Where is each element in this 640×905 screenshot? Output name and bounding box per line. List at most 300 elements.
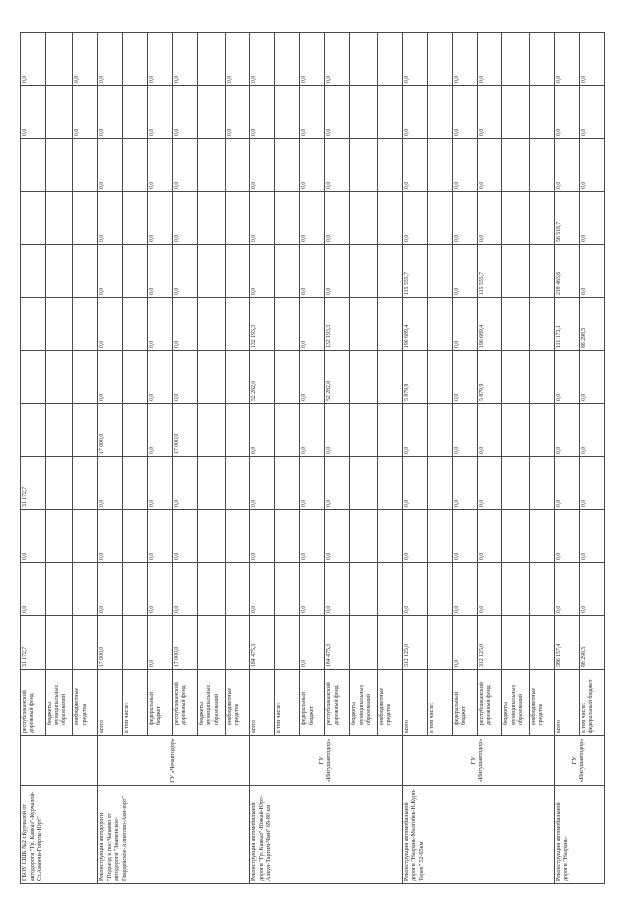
amount-cell <box>502 563 529 616</box>
amount-cell: 0,0 <box>452 457 477 510</box>
amount-cell <box>275 33 300 86</box>
amount-cell <box>350 245 377 298</box>
amount-cell: 0,0 <box>579 457 604 510</box>
funding-source-label: бюджеты муниципальных образований <box>350 670 377 736</box>
amount-cell <box>45 192 72 245</box>
amount-cell <box>198 616 225 670</box>
amount-cell <box>45 404 72 457</box>
amount-cell <box>427 245 452 298</box>
amount-cell: 0,0 <box>477 139 502 192</box>
amount-cell: 0,0 <box>250 86 275 139</box>
amount-cell <box>350 616 377 670</box>
amount-cell: 0,0 <box>148 192 173 245</box>
amount-cell: 0,0 <box>300 563 325 616</box>
funding-source-label: федеральный бюджет <box>300 670 325 736</box>
amount-cell <box>350 510 377 563</box>
amount-cell: 0,0 <box>148 139 173 192</box>
amount-cell <box>73 404 98 457</box>
amount-cell <box>21 351 46 404</box>
amount-cell: 0,0 <box>325 33 350 86</box>
amount-cell <box>427 192 452 245</box>
amount-cell: 0,0 <box>325 510 350 563</box>
amount-cell <box>45 86 72 139</box>
funding-source-label: бюджеты муниципальных образований <box>502 670 529 736</box>
amount-cell <box>350 86 377 139</box>
amount-cell: 0,0 <box>300 404 325 457</box>
amount-cell: 132 193,3 <box>325 298 350 351</box>
amount-cell <box>198 510 225 563</box>
amount-cell <box>73 192 98 245</box>
amount-cell <box>529 33 554 86</box>
amount-cell <box>529 298 554 351</box>
amount-cell: 190 689,4 <box>402 298 427 351</box>
amount-cell: 0,0 <box>21 510 46 563</box>
amount-cell: 0,0 <box>477 404 502 457</box>
amount-cell: 0,0 <box>98 139 123 192</box>
amount-cell: 5 879,9 <box>402 351 427 404</box>
funding-source-label: республиканский дорожный фонд <box>325 670 350 736</box>
amount-cell: 0,0 <box>325 245 350 298</box>
amount-cell: 0,0 <box>579 351 604 404</box>
amount-cell <box>45 563 72 616</box>
amount-cell <box>350 33 377 86</box>
amount-cell: 0,0 <box>73 33 98 86</box>
amount-cell: 0,0 <box>554 563 579 616</box>
amount-cell <box>225 563 250 616</box>
amount-cell: 115 555,7 <box>477 245 502 298</box>
project-name-cell: Реконструкция автомобильной дороги "Назрань- <box>554 786 604 884</box>
amount-cell <box>225 351 250 404</box>
amount-cell: 0,0 <box>98 510 123 563</box>
amount-cell: 0,0 <box>173 245 198 298</box>
amount-cell: 0,0 <box>477 86 502 139</box>
amount-cell <box>275 616 300 670</box>
amount-cell: 132 193,3 <box>250 298 275 351</box>
amount-cell <box>45 510 72 563</box>
amount-cell: 0,0 <box>173 351 198 404</box>
amount-cell: 0,0 <box>148 245 173 298</box>
executor-cell: ГУ «Чечавтодор» <box>98 736 250 786</box>
amount-cell: 0,0 <box>402 33 427 86</box>
funding-source-label: всего <box>98 670 123 736</box>
table-row <box>554 33 579 884</box>
amount-cell: 0,0 <box>148 404 173 457</box>
amount-cell: 0,0 <box>579 245 604 298</box>
amount-cell: 0,0 <box>148 298 173 351</box>
amount-cell <box>123 510 148 563</box>
amount-cell <box>123 404 148 457</box>
project-name-cell: Реконструкция автомобильной дороги "Назрань-Малгобек-Н.Курп-Терек" 52-65км <box>402 786 554 884</box>
amount-cell <box>225 139 250 192</box>
funding-source-label: в том числе: <box>123 670 148 736</box>
amount-cell <box>529 404 554 457</box>
amount-cell <box>275 139 300 192</box>
amount-cell: 17 000,0 <box>98 404 123 457</box>
amount-cell <box>350 298 377 351</box>
amount-cell <box>275 457 300 510</box>
amount-cell: 0,0 <box>250 510 275 563</box>
funding-source-label: бюджеты муниципальных образований <box>45 670 72 736</box>
amount-cell <box>198 192 225 245</box>
amount-cell: 0,0 <box>148 616 173 670</box>
amount-cell <box>45 245 72 298</box>
amount-cell <box>529 139 554 192</box>
amount-cell: 0,0 <box>477 457 502 510</box>
amount-cell <box>427 404 452 457</box>
amount-cell: 0,0 <box>173 510 198 563</box>
amount-cell: 0,0 <box>250 139 275 192</box>
amount-cell: 0,0 <box>554 510 579 563</box>
amount-cell: 0,0 <box>173 33 198 86</box>
amount-cell <box>73 510 98 563</box>
table-row <box>250 33 275 884</box>
amount-cell: 0,0 <box>21 563 46 616</box>
executor-cell: ГУ «Ингушавтодор» <box>402 736 554 786</box>
amount-cell: 0,0 <box>325 192 350 245</box>
amount-cell <box>529 563 554 616</box>
funding-source-label: внебюджетные средства <box>225 670 250 736</box>
amount-cell <box>123 192 148 245</box>
amount-cell: 0,0 <box>173 86 198 139</box>
amount-cell: 0,0 <box>325 457 350 510</box>
amount-cell: 0,0 <box>148 563 173 616</box>
amount-cell <box>427 510 452 563</box>
amount-cell <box>73 351 98 404</box>
funding-source-label: федеральный бюджет <box>452 670 477 736</box>
funding-source-label: внебюджетные средства <box>73 670 98 736</box>
amount-cell: 31 172,7 <box>21 616 46 670</box>
amount-cell: 312 125,0 <box>477 616 502 670</box>
amount-cell <box>427 139 452 192</box>
amount-cell: 0,0 <box>579 510 604 563</box>
amount-cell: 0,0 <box>554 33 579 86</box>
amount-cell <box>21 298 46 351</box>
amount-cell <box>275 404 300 457</box>
amount-cell <box>502 245 529 298</box>
amount-cell <box>502 33 529 86</box>
amount-cell: 0,0 <box>452 563 477 616</box>
amount-cell: 0,0 <box>148 351 173 404</box>
amount-cell <box>123 457 148 510</box>
amount-cell <box>275 86 300 139</box>
amount-cell: 0,0 <box>300 33 325 86</box>
amount-cell: 0,0 <box>452 510 477 563</box>
amount-cell <box>377 33 402 86</box>
amount-cell: 0,0 <box>452 86 477 139</box>
amount-cell: 0,0 <box>579 139 604 192</box>
amount-cell: 0,0 <box>579 192 604 245</box>
amount-cell <box>73 563 98 616</box>
amount-cell <box>502 510 529 563</box>
amount-cell: 386 157,4 <box>554 616 579 670</box>
amount-cell: 0,0 <box>452 298 477 351</box>
project-name-cell: ГБОУ СШК №2 г.Курчалой от автодороги "Гр. Кавказ"-Курчалой-Ст.Аманчи-Гойрты-Юрт" <box>21 786 98 884</box>
amount-cell: 0,0 <box>98 245 123 298</box>
amount-cell <box>73 457 98 510</box>
amount-cell <box>377 616 402 670</box>
amount-cell <box>529 351 554 404</box>
amount-cell: 0,0 <box>402 192 427 245</box>
amount-cell: 0,0 <box>554 404 579 457</box>
amount-cell: 0,0 <box>148 510 173 563</box>
amount-cell: 115 555,7 <box>402 245 427 298</box>
amount-cell <box>377 510 402 563</box>
amount-cell <box>377 457 402 510</box>
amount-cell: 0,0 <box>300 351 325 404</box>
amount-cell <box>45 457 72 510</box>
amount-cell <box>123 563 148 616</box>
amount-cell: 0,0 <box>173 192 198 245</box>
amount-cell: 0,0 <box>452 616 477 670</box>
amount-cell: 0,0 <box>452 245 477 298</box>
amount-cell: 0,0 <box>98 351 123 404</box>
amount-cell: 0,0 <box>173 298 198 351</box>
amount-cell: 0,0 <box>554 457 579 510</box>
funding-source-label: республиканский дорожный фонд <box>173 670 198 736</box>
amount-cell <box>502 192 529 245</box>
amount-cell: 0,0 <box>579 563 604 616</box>
amount-cell: 0,0 <box>300 298 325 351</box>
amount-cell: 218 465,6 <box>554 245 579 298</box>
amount-cell <box>198 298 225 351</box>
amount-cell <box>198 563 225 616</box>
amount-cell <box>198 139 225 192</box>
funding-source-label: в том числе: федеральный бюджет <box>579 670 604 736</box>
funding-source-label: внебюджетные средства <box>529 670 554 736</box>
amount-cell: 0,0 <box>325 86 350 139</box>
amount-cell: 0,0 <box>579 86 604 139</box>
executor-cell: ГУ «Ингушавтодор» <box>554 736 604 786</box>
amount-cell: 0,0 <box>300 86 325 139</box>
amount-cell: 0,0 <box>250 33 275 86</box>
amount-cell: 184 475,3 <box>325 616 350 670</box>
amount-cell: 0,0 <box>452 351 477 404</box>
amount-cell: 0,0 <box>300 192 325 245</box>
amount-cell: 52 282,0 <box>325 351 350 404</box>
amount-cell: 190 689,4 <box>477 298 502 351</box>
amount-cell <box>225 510 250 563</box>
table-row <box>98 33 123 884</box>
amount-cell: 0,0 <box>250 192 275 245</box>
funding-source-label: всего <box>402 670 427 736</box>
amount-cell: 0,0 <box>300 616 325 670</box>
amount-cell <box>198 245 225 298</box>
amount-cell: 0,0 <box>402 404 427 457</box>
amount-cell <box>502 139 529 192</box>
amount-cell <box>427 616 452 670</box>
amount-cell <box>45 616 72 670</box>
funding-source-label: бюджеты муниципальных образований <box>198 670 225 736</box>
amount-cell <box>502 86 529 139</box>
amount-cell: 0,0 <box>579 404 604 457</box>
amount-cell <box>21 404 46 457</box>
amount-cell <box>350 404 377 457</box>
rotated-table-container <box>20 36 605 884</box>
table-row <box>402 33 427 884</box>
amount-cell <box>502 457 529 510</box>
amount-cell <box>529 245 554 298</box>
funding-table <box>20 32 605 884</box>
amount-cell <box>123 616 148 670</box>
amount-cell <box>377 192 402 245</box>
amount-cell: 0,0 <box>477 33 502 86</box>
amount-cell: 17 000,0 <box>173 404 198 457</box>
amount-cell: 0,0 <box>173 457 198 510</box>
amount-cell: 0,0 <box>98 298 123 351</box>
amount-cell <box>225 404 250 457</box>
executor-cell: ГУ «Ингушавтодор» <box>250 736 402 786</box>
amount-cell <box>377 298 402 351</box>
amount-cell <box>275 192 300 245</box>
amount-cell <box>45 298 72 351</box>
amount-cell <box>350 139 377 192</box>
amount-cell: 0,0 <box>300 139 325 192</box>
amount-cell: 0,0 <box>402 563 427 616</box>
amount-cell <box>225 298 250 351</box>
amount-cell: 0,0 <box>98 86 123 139</box>
funding-source-label: республиканский дорожный фонд <box>477 670 502 736</box>
amount-cell: 0,0 <box>402 510 427 563</box>
amount-cell <box>377 404 402 457</box>
amount-cell: 0,0 <box>225 86 250 139</box>
amount-cell <box>123 33 148 86</box>
amount-cell <box>377 563 402 616</box>
amount-cell <box>502 404 529 457</box>
amount-cell <box>529 86 554 139</box>
executor-cell <box>21 736 98 786</box>
amount-cell <box>427 86 452 139</box>
amount-cell <box>275 351 300 404</box>
amount-cell: 0,0 <box>402 457 427 510</box>
amount-cell <box>529 192 554 245</box>
amount-cell: 5 879,9 <box>477 351 502 404</box>
funding-source-label: внебюджетные средства <box>377 670 402 736</box>
amount-cell <box>377 245 402 298</box>
amount-cell <box>502 616 529 670</box>
amount-cell <box>73 139 98 192</box>
amount-cell: 0,0 <box>250 245 275 298</box>
amount-cell <box>123 298 148 351</box>
amount-cell: 0,0 <box>21 86 46 139</box>
amount-cell <box>73 298 98 351</box>
amount-cell <box>73 616 98 670</box>
amount-cell <box>377 139 402 192</box>
project-name-cell: Реконструкция автомобильной дороги "Гр. Кавказ"-Ножай-Юрт-Алкун-Таргим-Чми" 69-80 км <box>250 786 402 884</box>
amount-cell: 0,0 <box>300 457 325 510</box>
amount-cell <box>427 351 452 404</box>
amount-cell <box>198 86 225 139</box>
funding-source-label: всего <box>554 670 579 736</box>
amount-cell: 0,0 <box>325 404 350 457</box>
amount-cell <box>73 245 98 298</box>
amount-cell <box>21 192 46 245</box>
amount-cell: 88 298,5 <box>579 616 604 670</box>
amount-cell: 0,0 <box>300 245 325 298</box>
amount-cell <box>225 616 250 670</box>
amount-cell: 0,0 <box>452 404 477 457</box>
amount-cell <box>123 86 148 139</box>
amount-cell <box>225 192 250 245</box>
amount-cell: 0,0 <box>98 563 123 616</box>
amount-cell <box>529 510 554 563</box>
amount-cell: 0,0 <box>477 192 502 245</box>
amount-cell: 88 298,5 <box>579 298 604 351</box>
amount-cell: 184 475,3 <box>250 616 275 670</box>
amount-cell: 0,0 <box>452 33 477 86</box>
funding-source-label: в том числе: <box>275 670 300 736</box>
amount-cell: 31 172,7 <box>21 457 46 510</box>
amount-cell: 0,0 <box>402 139 427 192</box>
amount-cell: 0,0 <box>452 139 477 192</box>
amount-cell: 0,0 <box>554 86 579 139</box>
amount-cell: 0,0 <box>98 192 123 245</box>
amount-cell <box>275 510 300 563</box>
amount-cell: 0,0 <box>554 139 579 192</box>
amount-cell <box>502 351 529 404</box>
funding-source-label: республиканский дорожный фонд <box>21 670 46 736</box>
amount-cell: 0,0 <box>402 86 427 139</box>
amount-cell <box>377 351 402 404</box>
amount-cell: 0,0 <box>148 86 173 139</box>
amount-cell <box>350 563 377 616</box>
amount-cell: 0,0 <box>173 563 198 616</box>
amount-cell: 0,0 <box>148 457 173 510</box>
amount-cell: 0,0 <box>477 563 502 616</box>
amount-cell: 312 125,0 <box>402 616 427 670</box>
amount-cell: 0,0 <box>452 192 477 245</box>
funding-source-label: всего <box>250 670 275 736</box>
amount-cell: 0,0 <box>250 404 275 457</box>
amount-cell <box>198 351 225 404</box>
amount-cell <box>427 298 452 351</box>
amount-cell <box>350 351 377 404</box>
amount-cell: 56 518,7 <box>554 192 579 245</box>
amount-cell: 52 282,0 <box>250 351 275 404</box>
amount-cell: 0,0 <box>325 563 350 616</box>
amount-cell <box>529 457 554 510</box>
amount-cell: 0,0 <box>250 457 275 510</box>
amount-cell <box>427 563 452 616</box>
amount-cell: 0,0 <box>98 33 123 86</box>
amount-cell: 0,0 <box>325 139 350 192</box>
amount-cell: 0,0 <box>173 139 198 192</box>
project-name-cell: Реконструкция автодороги "Подъезд к пос.Чапаево от автодороги "Знаменское-Гвардейское-Алпатово-Аки-юрт" <box>98 786 250 884</box>
amount-cell: 0,0 <box>225 33 250 86</box>
amount-cell <box>21 245 46 298</box>
amount-cell <box>45 351 72 404</box>
amount-cell: 17 000,0 <box>98 616 123 670</box>
amount-cell: 0,0 <box>250 563 275 616</box>
amount-cell <box>198 457 225 510</box>
amount-cell <box>529 616 554 670</box>
funding-source-label: в том числе: <box>427 670 452 736</box>
amount-cell <box>427 457 452 510</box>
amount-cell <box>502 298 529 351</box>
amount-cell <box>350 192 377 245</box>
amount-cell <box>45 33 72 86</box>
amount-cell: 0,0 <box>477 510 502 563</box>
amount-cell <box>198 404 225 457</box>
amount-cell: 0,0 <box>300 510 325 563</box>
amount-cell: 0,0 <box>579 33 604 86</box>
amount-cell <box>123 139 148 192</box>
table-row <box>21 33 46 884</box>
amount-cell <box>225 245 250 298</box>
amount-cell: 0,0 <box>554 351 579 404</box>
amount-cell <box>275 245 300 298</box>
amount-cell <box>377 86 402 139</box>
amount-cell: 0,0 <box>148 33 173 86</box>
